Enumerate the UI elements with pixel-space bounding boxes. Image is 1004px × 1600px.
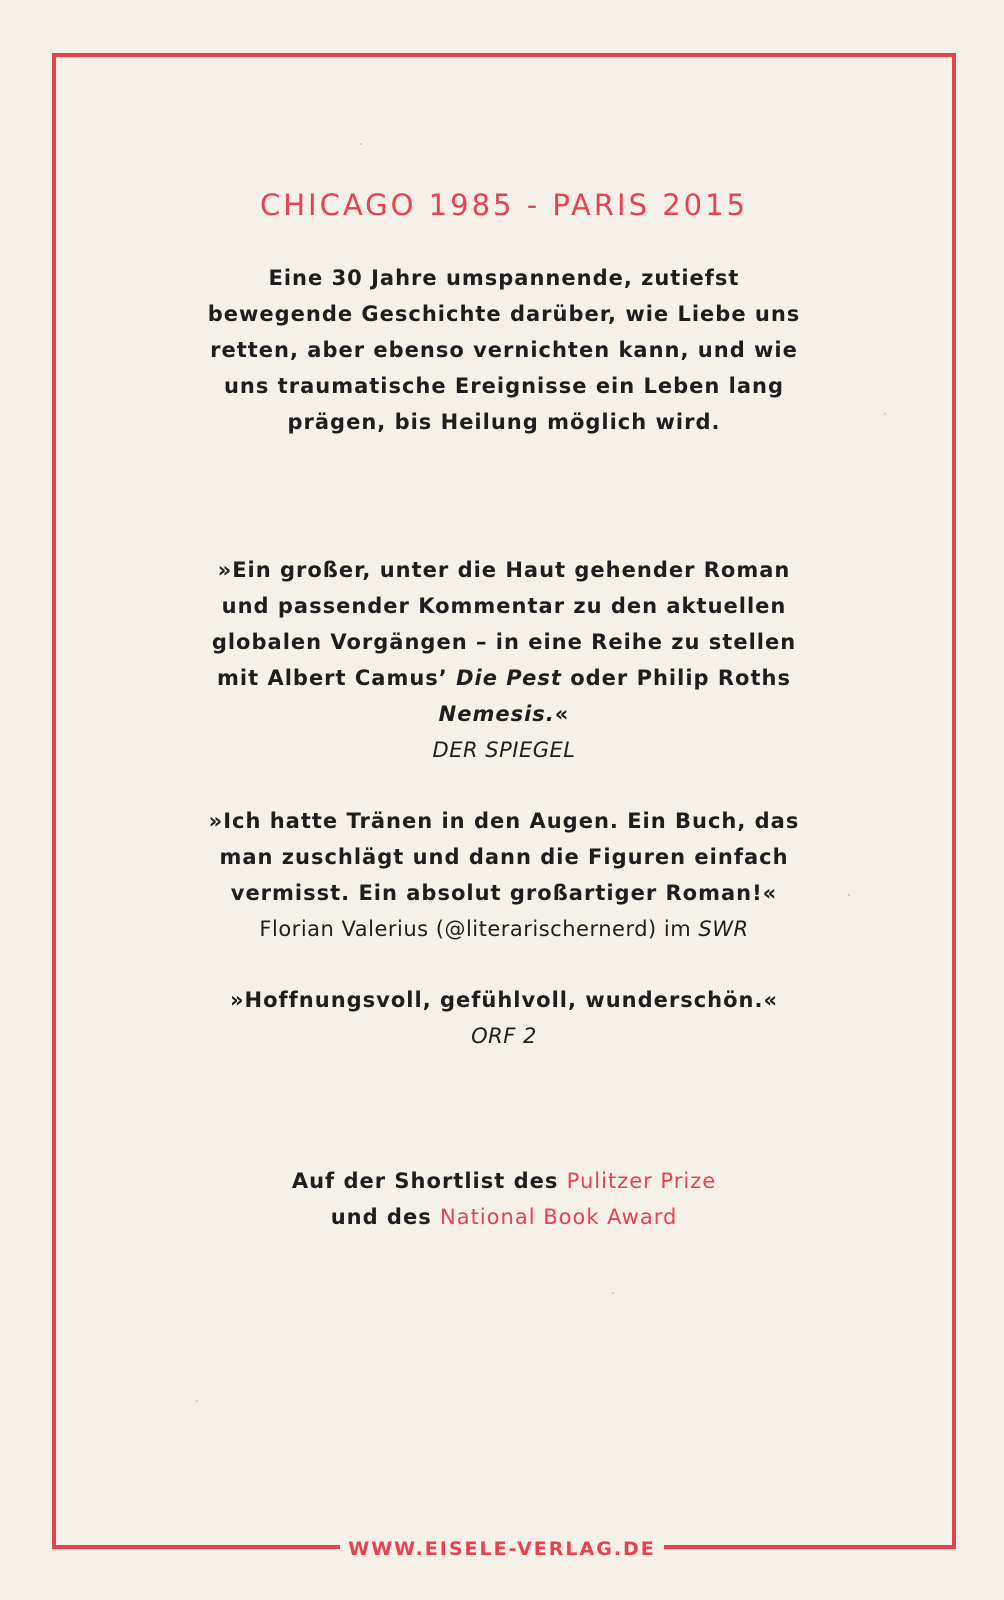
book-title-nemesis: Nemesis. <box>438 702 555 726</box>
book-title-die-pest: Die Pest <box>456 666 562 690</box>
source-outlet: SWR <box>698 917 749 941</box>
publisher-url[interactable]: WWW.EISELE-VERLAG.DE <box>340 1531 664 1567</box>
source-name: ORF 2 <box>471 1024 537 1048</box>
awards-text: Auf der Shortlist des <box>291 1169 567 1193</box>
quote-line: vermisst. Ein absolut großartiger Roman!« <box>230 881 778 905</box>
quote-line: und passender Kommentar zu den aktuellen <box>221 594 787 618</box>
awards-line <box>120 1163 888 1199</box>
blurb-line: Eine 30 Jahre umspannende, zutiefst <box>268 266 740 290</box>
quote-text: oder Philip Roths <box>561 666 791 690</box>
quote-source <box>120 1018 888 1054</box>
quote-orf <box>120 982 888 1054</box>
quote-source <box>120 732 888 768</box>
blurb-line: bewegende Geschichte darüber, wie Liebe uns <box>207 302 801 326</box>
source-name: DER SPIEGEL <box>432 738 576 762</box>
quote-source <box>120 911 888 947</box>
quote-text: mit Albert Camus’ <box>217 666 457 690</box>
quote-spiegel <box>120 552 888 768</box>
blurb-line: uns traumatische Ereignisse ein Leben lang <box>223 374 785 398</box>
quote-line: »Ich hatte Tränen in den Augen. Ein Buch, das <box>208 809 800 833</box>
quote-text: « <box>554 702 570 726</box>
blurb-line: prägen, bis Heilung möglich wird. <box>287 410 721 434</box>
quote-line: man zuschlägt und dann die Figuren einfach <box>219 845 789 869</box>
awards-line <box>120 1199 888 1235</box>
blurb <box>120 260 888 440</box>
quote-line <box>120 660 888 696</box>
award-pulitzer: Pulitzer Prize <box>566 1169 717 1193</box>
quote-line: »Ein großer, unter die Haut gehender Roman <box>217 558 791 582</box>
headline: CHICAGO 1985 - PARIS 2015 <box>259 188 748 222</box>
quote-line: »Hoffnungsvoll, gefühlvoll, wunderschön.« <box>229 988 779 1012</box>
awards <box>120 1163 888 1235</box>
blurb-line: retten, aber ebenso vernichten kann, und wie <box>210 338 798 362</box>
quote-line <box>120 696 888 732</box>
source-name: Florian Valerius (@literarischernerd) im <box>259 917 699 941</box>
quote-valerius <box>120 803 888 947</box>
award-national-book: National Book Award <box>440 1205 678 1229</box>
awards-text: und des <box>330 1205 441 1229</box>
quote-line: globalen Vorgängen – in eine Reihe zu stellen <box>211 630 797 654</box>
